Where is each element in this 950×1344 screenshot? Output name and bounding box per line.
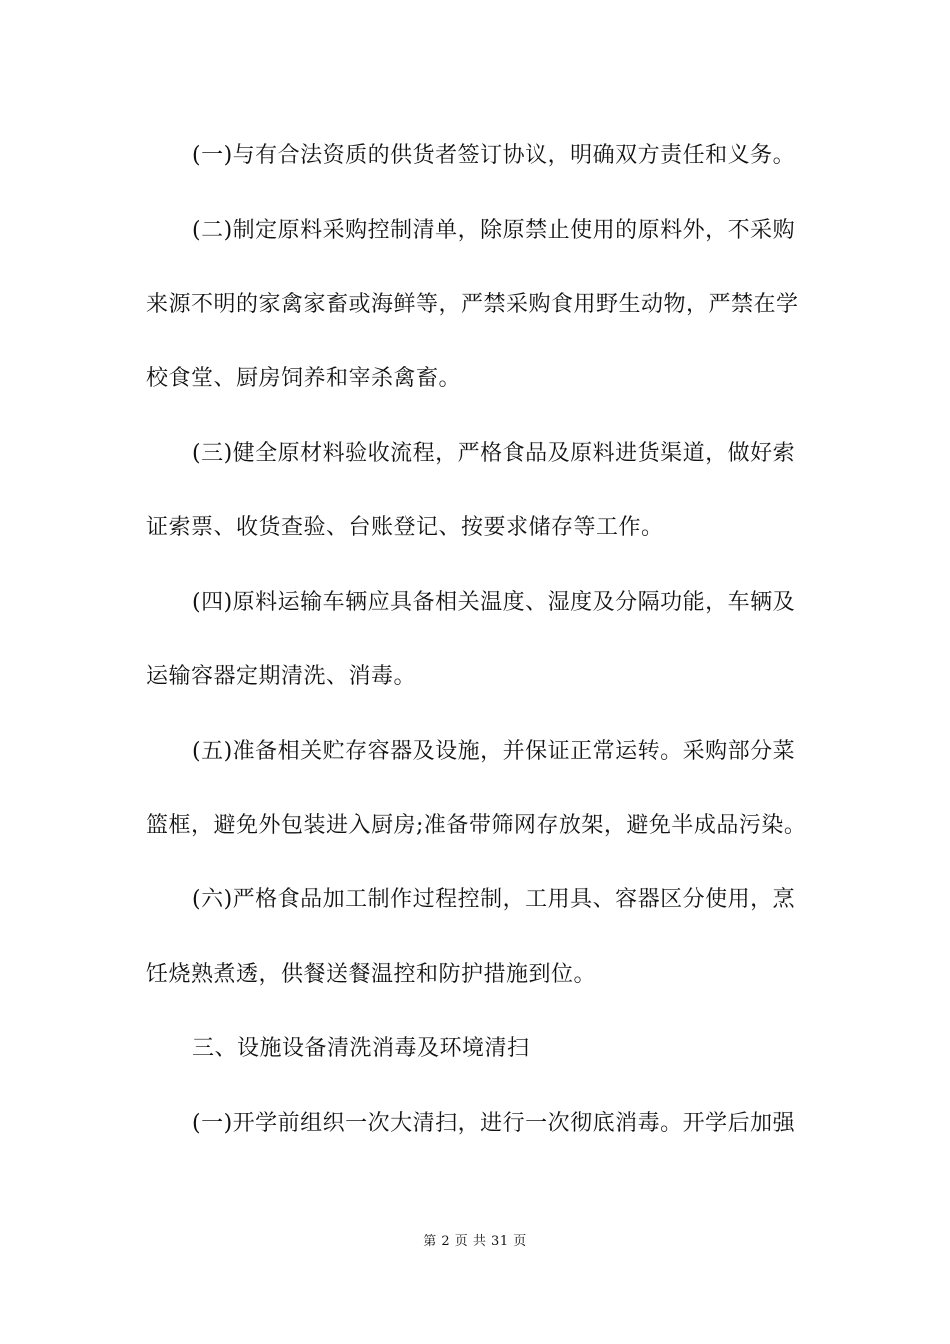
paragraph-line: 篮框，避免外包装进入厨房;准备带筛网存放架，避免半成品污染。 xyxy=(146,813,807,838)
paragraph-line: 证索票、收货查验、台账登记、按要求储存等工作。 xyxy=(146,515,664,540)
paragraph-line: (五)准备相关贮存容器及设施，并保证正常运转。采购部分菜 xyxy=(192,739,796,764)
paragraph-line: (三)健全原材料验收流程，严格食品及原料进货渠道，做好索 xyxy=(192,441,796,466)
page-footer: 第 2 页 共 31 页 xyxy=(423,1234,527,1249)
paragraph-line: (二)制定原料采购控制清单，除原禁止使用的原料外，不采购 xyxy=(192,218,796,243)
paragraph-line: 运输容器定期清洗、消毒。 xyxy=(146,664,417,689)
paragraph-line: 来源不明的家禽家畜或海鲜等，严禁采购食用野生动物，严禁在学 xyxy=(146,292,799,317)
paragraph-line: 饪烧熟煮透，供餐送餐温控和防护措施到位。 xyxy=(146,962,597,987)
paragraph-line: (一)开学前组织一次大清扫，进行一次彻底消毒。开学后加强 xyxy=(192,1111,796,1136)
paragraph-line: (六)严格食品加工制作过程控制，工用具、容器区分使用，烹 xyxy=(192,887,796,912)
paragraph-line: 校食堂、厨房饲养和宰杀禽畜。 xyxy=(146,366,462,391)
section-heading: 三、设施设备清洗消毒及环境清扫 xyxy=(192,1036,530,1061)
paragraph-line: (一)与有合法资质的供货者签订协议，明确双方责任和义务。 xyxy=(192,143,796,168)
paragraph-line: (四)原料运输车辆应具备相关温度、湿度及分隔功能，车辆及 xyxy=(192,590,796,615)
